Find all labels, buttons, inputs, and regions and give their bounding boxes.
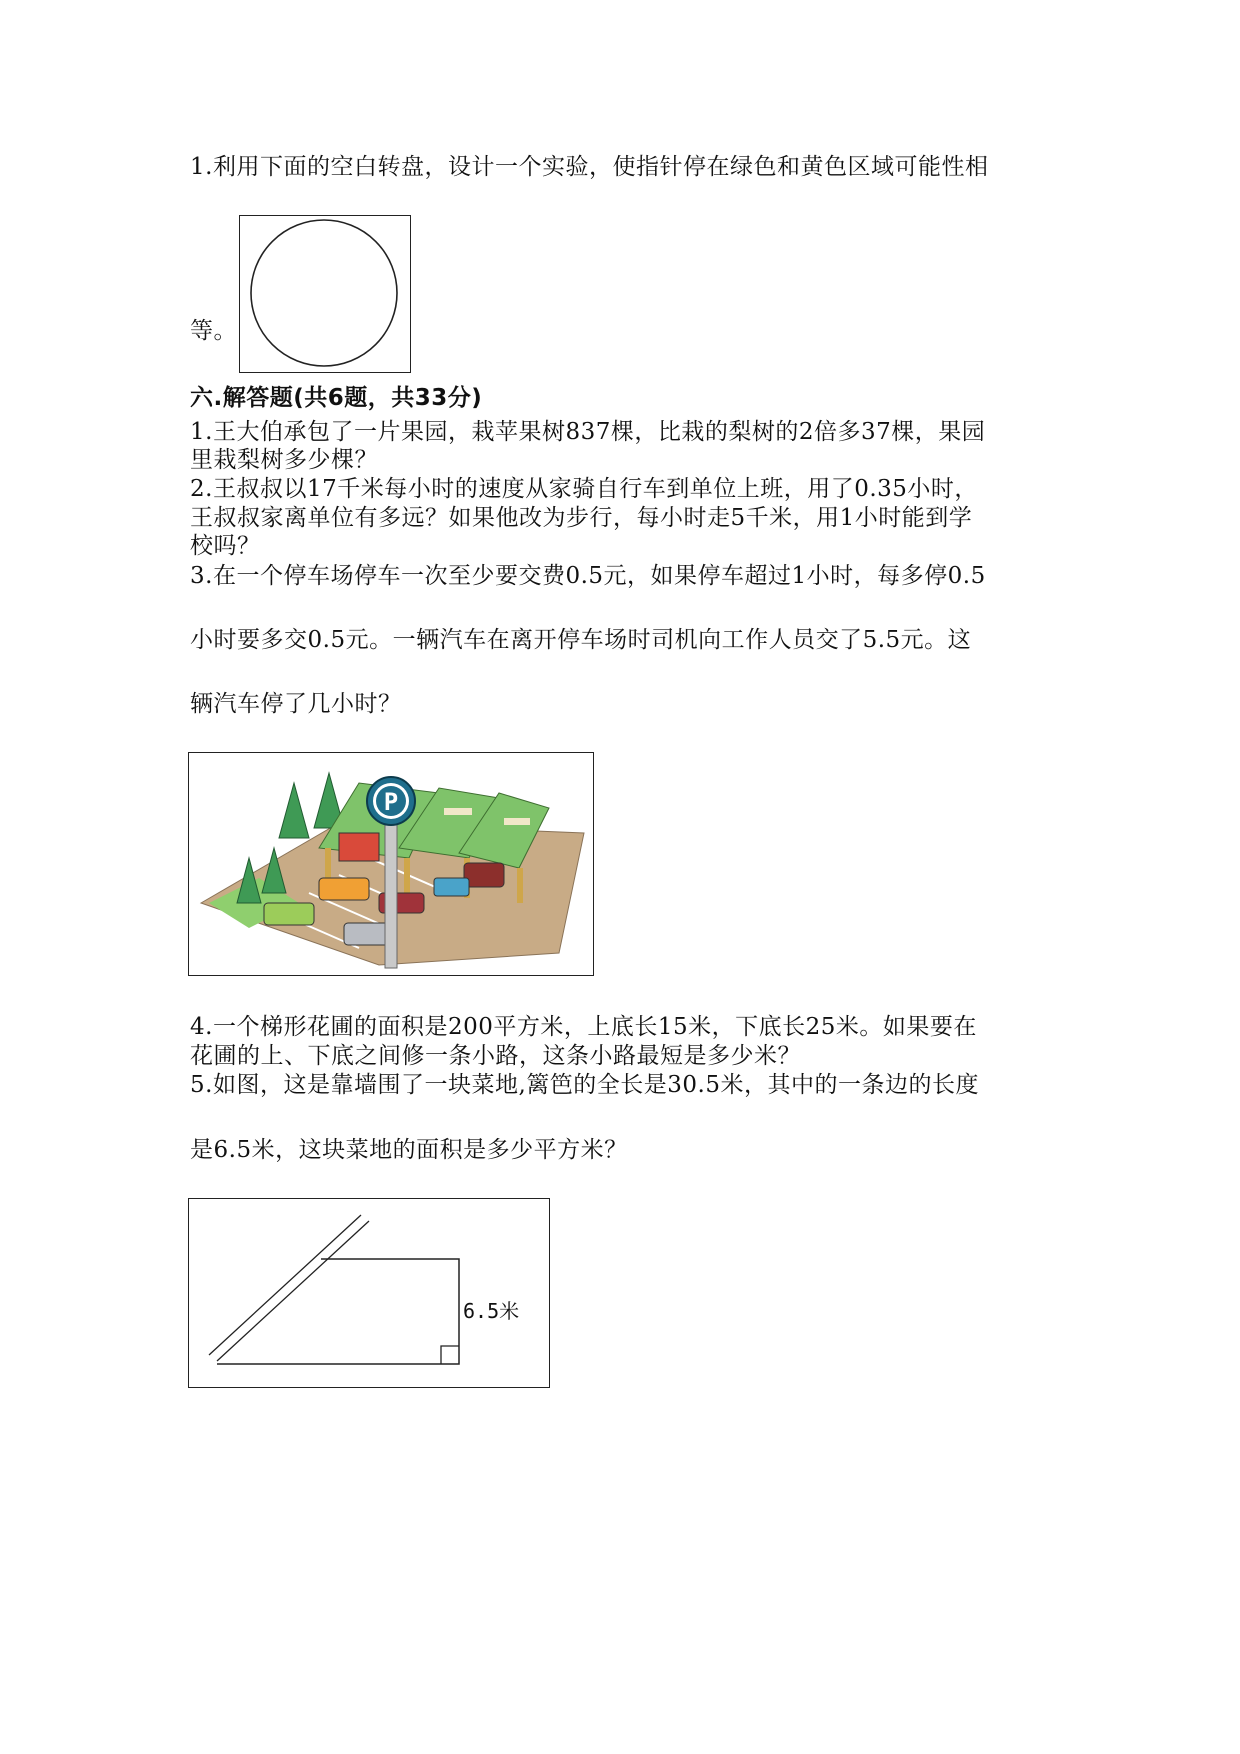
problem4-line1: 4.一个梯形花圃的面积是200平方米，上底长15米，下底长25米。如果要在 (190, 1014, 977, 1040)
problem2-line1: 2.王叔叔以17千米每小时的速度从家骑自行车到单位上班，用了0.35小时， (190, 476, 978, 502)
blank-spinner-circle (240, 216, 409, 371)
problem1-line2: 里栽梨树多少棵？ (190, 447, 378, 473)
parking-lot-illustration (188, 752, 594, 976)
problem5-line2: 是6.5米，这块菜地的面积是多少平方米？ (190, 1137, 628, 1163)
problem4-line2: 花圃的上、下底之间修一条小路，这条小路最短是多少米？ (190, 1043, 801, 1069)
side-length-label: 6.5米 (463, 1299, 520, 1323)
fence-outline (217, 1259, 459, 1364)
problem3-line3: 辆汽车停了几小时？ (190, 691, 402, 717)
vegetable-plot-figure (188, 1198, 550, 1388)
problem3-line2: 小时要多交0.5元。一辆汽车在离开停车场时司机向工作人员交了5.5元。这 (190, 627, 972, 653)
spinner-figure (239, 215, 411, 373)
trapezoid-diagram (189, 1199, 548, 1386)
problem5-line1: 5.如图，这是靠墙围了一块菜地,篱笆的全长是30.5米，其中的一条边的长度 (190, 1072, 979, 1098)
section-heading: 六.解答题(共6题，共33分) (190, 385, 483, 411)
parking-lot-drawing (189, 753, 592, 974)
wall-line (217, 1221, 369, 1361)
parking-sign-letter: P (383, 788, 399, 816)
problem3-line1: 3.在一个停车场停车一次至少要交费0.5元，如果停车超过1小时，每多停0.5 (190, 563, 986, 589)
problem2-line2: 王叔叔家离单位有多远？如果他改为步行，每小时走5千米，用1小时能到学 (190, 505, 973, 531)
spinner-question-line1: 1.利用下面的空白转盘，设计一个实验，使指针停在绿色和黄色区域可能性相 (190, 154, 989, 180)
wall-line (209, 1215, 361, 1355)
right-angle-mark (441, 1346, 459, 1364)
spinner-question-line2: 等。 (190, 318, 237, 344)
problem2-line3: 校吗？ (190, 533, 261, 559)
problem1-line1: 1.王大伯承包了一片果园，栽苹果树837棵，比栽的梨树的2倍多37棵，果园 (190, 419, 986, 445)
